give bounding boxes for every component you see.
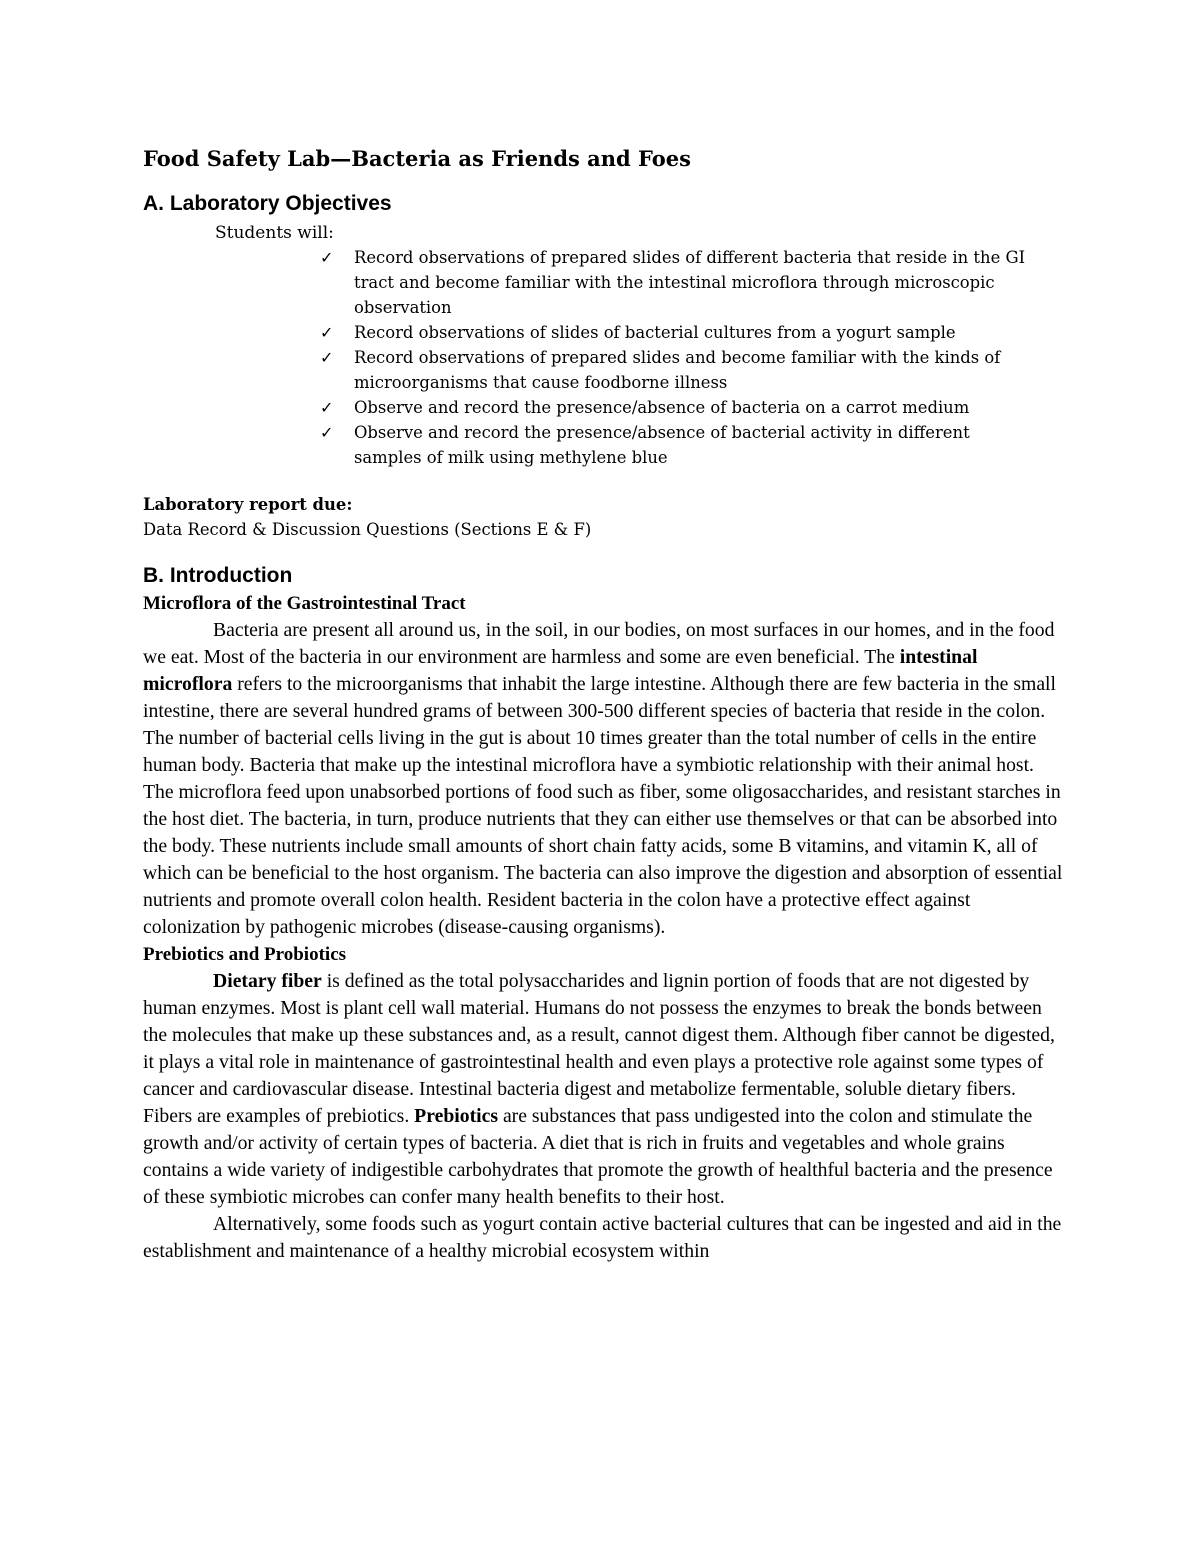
paragraph-probiotics: Alternatively, some foods such as yogurt contain active bacterial cultures that can be ingested and aid in the establishment and maintenance of a healthy microbial ecosystem within xyxy=(143,1213,1062,1262)
objective-text: Record observations of slides of bacterial cultures from a yogurt sample xyxy=(354,323,956,342)
paragraph-prebiotics xyxy=(143,968,1063,1211)
para-text: are substances that pass undigested into the colon and stimulate the growth and/or activity of certain types of bacteria. A diet that is rich in fruits and vegetables and whole grains contains a wide variety of indigestible carbohydrates that promote the growth of healthful bacteria and the presence of these symbiotic microbes can confer many health benefits to their host. xyxy=(143,1105,1053,1208)
objective-item xyxy=(320,395,1040,420)
report-due-text: Data Record & Discussion Questions (Sections E & F) xyxy=(143,520,592,539)
checkmark-icon: ✓ xyxy=(320,423,334,442)
objective-text: Record observations of prepared slides of different bacteria that reside in the GI tract and become familiar with the intestinal microflora through microscopic observation xyxy=(354,248,1026,317)
section-a-heading: A. Laboratory Objectives xyxy=(143,192,392,215)
subheading-microflora: Microflora of the Gastrointestinal Tract xyxy=(143,593,466,614)
objective-text: Observe and record the presence/absence of bacteria on a carrot medium xyxy=(354,398,970,417)
objective-item xyxy=(320,245,1040,320)
section-b-heading: B. Introduction xyxy=(143,564,293,587)
objective-item xyxy=(320,420,1040,470)
term-dietary-fiber: Dietary fiber xyxy=(213,970,322,992)
para-text: refers to the microorganisms that inhabit the large intestine. Although there are few bacteria in the small intestine, there are several hundred grams of between 300-500 different species of bacteria that reside in the colon. The number of bacterial cells living in the gut is about 10 times greater than the total number of cells in the entire human body. Bacteria that make up the intestinal microflora have a symbiotic relationship with their animal host. The microflora feed upon unabsorbed portions of food such as fiber, some oligosaccharides, and resistant starches in the host diet. The bacteria, in turn, produce nutrients that they can either use themselves or that can be absorbed into the body. These nutrients include small amounts of short chain fatty acids, some B vitamins, and vitamin K, all of which can be beneficial to the host organism. The bacteria can also improve the digestion and absorption of essential nutrients and promote overall colon health. Resident bacteria in the colon have a protective effect against colonization by pathogenic microbes (disease-causing organisms). xyxy=(143,673,1063,938)
para-text: is defined as the total polysaccharides and lignin portion of foods that are not digested by human enzymes. Most is plant cell wall material. Humans do not possess the enzymes to break the bonds between the molecules that make up these substances and, as a result, cannot digest them. Although fiber cannot be digested, it plays a vital role in maintenance of gastrointestinal health and even plays a protective role against some types of cancer and cardiovascular disease. Intestinal bacteria digest and metabolize fermentable, soluble dietary fibers. Fibers are examples of prebiotics. xyxy=(143,970,1055,1127)
term-intestinal-microflora: intestinal microflora xyxy=(143,646,978,695)
students-will-label: Students will: xyxy=(215,223,334,243)
term-prebiotics: Prebiotics xyxy=(414,1105,499,1127)
objective-item xyxy=(320,320,1040,345)
document-title: Food Safety Lab—Bacteria as Friends and Foes xyxy=(143,146,691,171)
report-due-label: Laboratory report due: xyxy=(143,495,353,514)
checkmark-icon: ✓ xyxy=(320,398,334,417)
objective-text: Record observations of prepared slides and become familiar with the kinds of microorganisms that cause foodborne illness xyxy=(354,348,1001,392)
objective-item xyxy=(320,345,1040,395)
checkmark-icon: ✓ xyxy=(320,348,334,367)
paragraph-microflora xyxy=(143,617,1063,941)
checkmark-icon: ✓ xyxy=(320,248,334,267)
page-content xyxy=(143,144,1063,1265)
subheading-prebiotics: Prebiotics and Probiotics xyxy=(143,944,347,965)
checkmark-icon: ✓ xyxy=(320,323,334,342)
para-text: Bacteria are present all around us, in the soil, in our bodies, on most surfaces in our homes, and in the food we eat. Most of the bacteria in our environment are harmless and some are even beneficial. The xyxy=(143,619,1055,668)
objective-text: Observe and record the presence/absence of bacterial activity in different samples of milk using methylene blue xyxy=(354,423,970,467)
objectives-list xyxy=(143,245,1040,470)
